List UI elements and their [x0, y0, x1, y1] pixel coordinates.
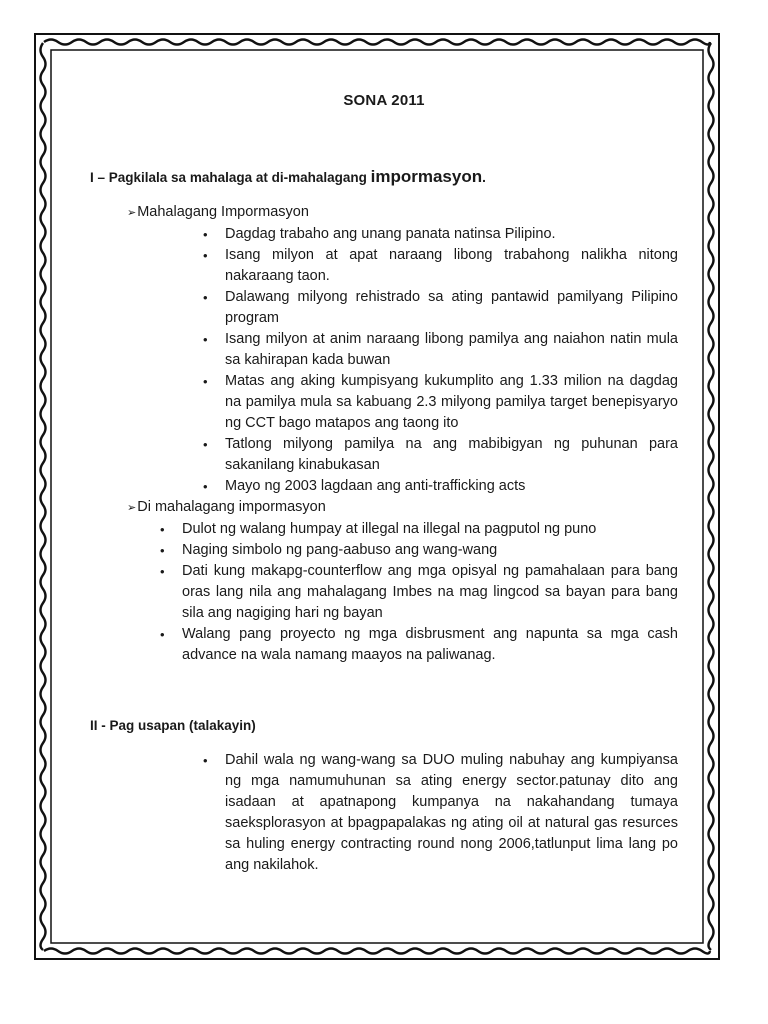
bullet-icon: • — [160, 627, 165, 642]
section2-list — [203, 750, 678, 876]
bullet-icon: • — [203, 437, 208, 452]
group1-label — [127, 204, 309, 220]
bullet-icon: • — [203, 753, 208, 768]
list-item: • Isang milyon at apat naraang libong trabahong nalikha nitong nakaraang taon. — [203, 247, 678, 284]
bullet-icon: • — [160, 564, 165, 579]
list-item: • Dulot ng walang humpay at illegal na illegal na pagputol ng puno — [182, 519, 678, 540]
bullet-icon: • — [203, 479, 208, 494]
group2-label-text: Di mahalagang impormasyon — [137, 499, 326, 515]
group1-label-text: Mahalagang Impormasyon — [137, 204, 309, 220]
bullet-icon: • — [203, 374, 208, 389]
section2-heading: II - Pag usapan (talakayin) — [90, 718, 256, 733]
list-item: • Tatlong milyong pamilya na ang mabibigyan ng puhunan para sakanilang kinabukasan — [203, 436, 678, 473]
list-item: • Walang pang proyecto ng mga disbrusment ang napunta sa mga cash advance na wala namang maayos na paliwanag. — [160, 626, 678, 663]
list-item: • Isang milyon at anim naraang libong pamilya ang naiahon natin mula sa kahirapan kada buwan — [203, 331, 678, 368]
arrow-bullet-icon: ➢ — [127, 207, 137, 219]
list-item: • Dati kung makapg-counterflow ang mga opisyal ng pamahalaan para bang oras lang nila ang mahalagang Imbes na mag lingcod sa bayan para bang sila ang nagiging hari ng bayan — [160, 563, 678, 621]
group1-list — [203, 224, 678, 497]
bullet-icon: • — [203, 332, 208, 347]
list-item: • Dahil wala ng wang-wang sa DUO muling nabuhay ang kumpiyansa ng mga namumuhunan sa ating energy sector.patunay dito ang isadaan at apatnapong kumpanya na nakahandang tumaya saeksplorasyon at bpagpapalakas ng ating oil at natural gas resurces sa huling energy contracting round nong 2006,tatlunput lima lang po ang nakilahok. — [203, 752, 678, 873]
list-item: • Dagdag trabaho ang unang panata natinsa Pilipino. — [225, 224, 678, 245]
bullet-icon: • — [203, 227, 208, 242]
list-item: • Matas ang aking kumpisyang kukumplito ang 1.33 milion na dagdag na pamilya mula sa kabuang 2.3 milyong pamilya target benepisyaryo ng CCT bago matapos ang taong ito — [203, 373, 678, 431]
bullet-icon: • — [160, 543, 165, 558]
section1-heading-end: . — [482, 170, 486, 185]
bullet-icon: • — [160, 522, 165, 537]
section1-heading-big: impormasyon — [370, 167, 483, 186]
group2-label — [127, 499, 326, 515]
page-title: SONA 2011 — [343, 92, 425, 109]
list-item: • Mayo ng 2003 lagdaan ang anti-trafficking acts — [225, 476, 678, 497]
list-item: • Dalawang milyong rehistrado sa ating pantawid pamilyang Pilipino program — [203, 289, 678, 326]
section1-heading-main: I – Pagkilala sa mahalaga at di-mahalagang — [90, 170, 371, 185]
group2-list — [160, 519, 678, 666]
arrow-bullet-icon: ➢ — [127, 502, 137, 514]
list-item: • Naging simbolo ng pang-aabuso ang wang-wang — [182, 540, 678, 561]
bullet-icon: • — [203, 248, 208, 263]
bullet-icon: • — [203, 290, 208, 305]
section1-heading — [90, 167, 486, 187]
